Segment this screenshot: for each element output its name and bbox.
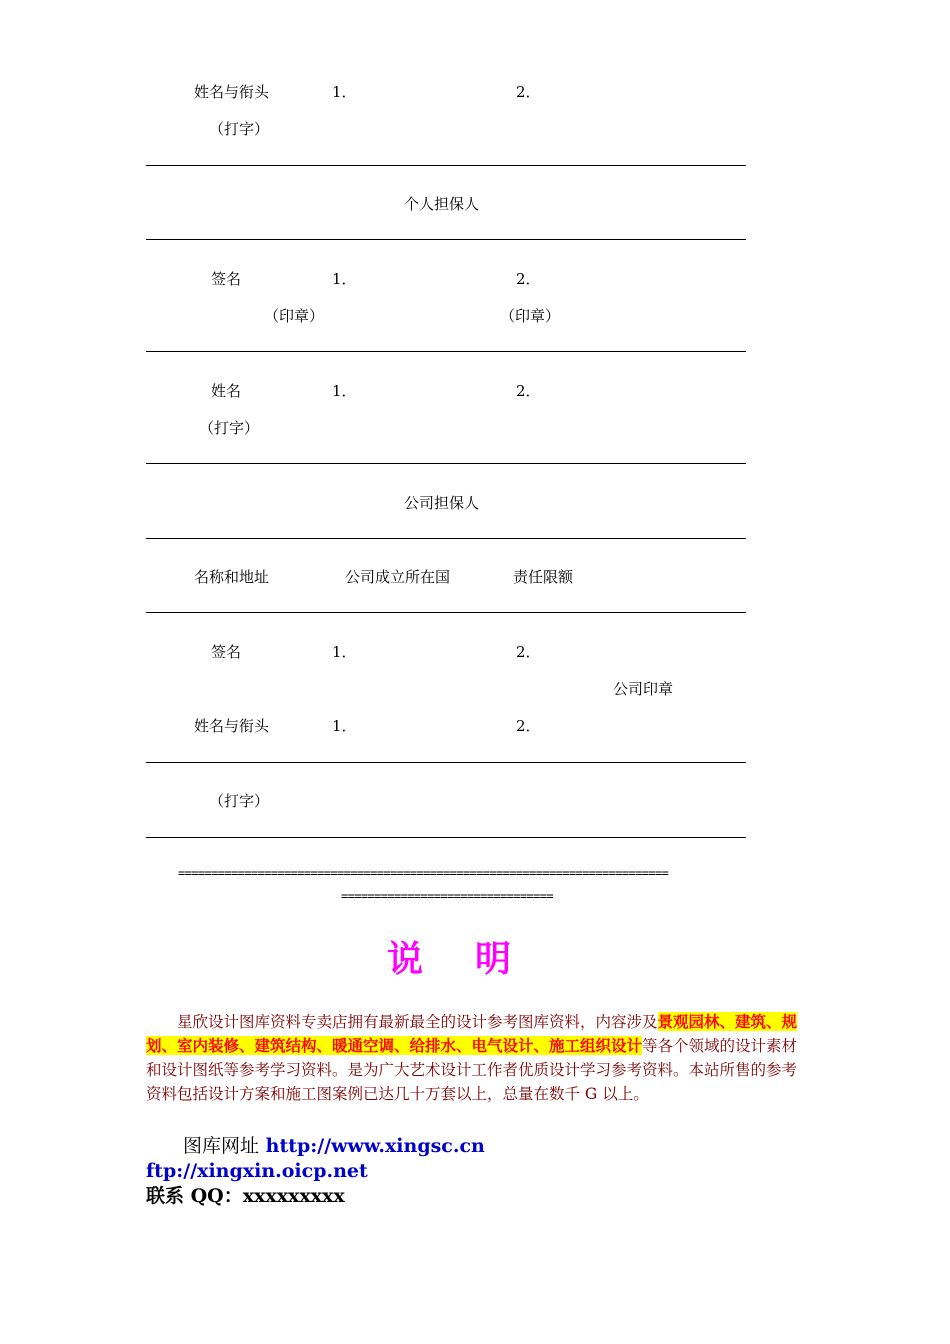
notice-intro bbox=[146, 1010, 808, 1106]
entry-number-1: 1． bbox=[332, 270, 357, 288]
qq-label: 联系 QQ： bbox=[146, 1185, 243, 1207]
signature-label: 签名 bbox=[211, 643, 242, 661]
personal-guarantor-heading: 个人担保人 bbox=[404, 195, 480, 213]
name-label: 姓名 bbox=[211, 382, 242, 400]
separator-line: ================================ bbox=[341, 889, 553, 903]
ftp-url-link[interactable]: ftp://xingxin.oicp.net bbox=[146, 1160, 368, 1182]
site-label: 图库网址 bbox=[183, 1135, 260, 1157]
divider bbox=[146, 165, 746, 166]
entry-number-2: 2． bbox=[516, 643, 541, 661]
entry-number-1: 1． bbox=[332, 717, 357, 735]
site-line bbox=[183, 1134, 485, 1158]
company-country-label: 公司成立所在国 bbox=[345, 568, 451, 586]
divider bbox=[146, 538, 746, 539]
divider bbox=[146, 612, 746, 613]
liability-limit-label: 责任限额 bbox=[513, 568, 574, 586]
entry-number-1: 1． bbox=[332, 643, 357, 661]
seal-label: （印章） bbox=[500, 307, 561, 325]
company-guarantor-heading: 公司担保人 bbox=[404, 494, 480, 512]
name-address-label: 名称和地址 bbox=[194, 568, 270, 586]
intro-text: 星欣设计图库资料专卖店拥有最新最全的设计参考图库资料，内容涉及 bbox=[177, 1013, 658, 1031]
typed-label: （打字） bbox=[209, 792, 270, 810]
entry-number-2: 2． bbox=[516, 382, 541, 400]
name-title-label: 姓名与衔头 bbox=[194, 83, 270, 101]
divider bbox=[146, 351, 746, 352]
company-seal-label: 公司印章 bbox=[613, 680, 674, 698]
seal-label: （印章） bbox=[264, 307, 325, 325]
qq-value: xxxxxxxxx bbox=[242, 1185, 345, 1207]
intro-highlight: 景观园林、建筑、规划、室内装修、建筑结构、暖通空调、给排水、电气设计、施工组织设计 bbox=[146, 1012, 798, 1055]
entry-number-2: 2． bbox=[516, 83, 541, 101]
separator-line: ========================================================================== bbox=[178, 866, 669, 880]
notice-title: 说明 bbox=[386, 939, 563, 980]
divider bbox=[146, 463, 746, 464]
divider bbox=[146, 837, 746, 838]
site-url-link[interactable]: http://www.xingsc.cn bbox=[265, 1135, 485, 1157]
entry-number-2: 2． bbox=[516, 717, 541, 735]
entry-number-1: 1． bbox=[332, 382, 357, 400]
entry-number-1: 1． bbox=[332, 83, 357, 101]
divider bbox=[146, 239, 746, 240]
typed-label: （打字） bbox=[209, 120, 270, 138]
divider bbox=[146, 762, 746, 763]
qq-line bbox=[146, 1184, 345, 1208]
typed-label: （打字） bbox=[199, 419, 260, 437]
name-title-label: 姓名与衔头 bbox=[194, 717, 270, 735]
intro-text-rest: 等各个领域的设计素材和设计图纸等参考学习资料。是为广大艺术设计工作者优质设计学习参考资料。本站所售的参考资料包括设计方案和施工图案例已达几十万套以上，总量在数千 G 以上。 bbox=[146, 1037, 798, 1103]
signature-label: 签名 bbox=[211, 270, 242, 288]
entry-number-2: 2． bbox=[516, 270, 541, 288]
